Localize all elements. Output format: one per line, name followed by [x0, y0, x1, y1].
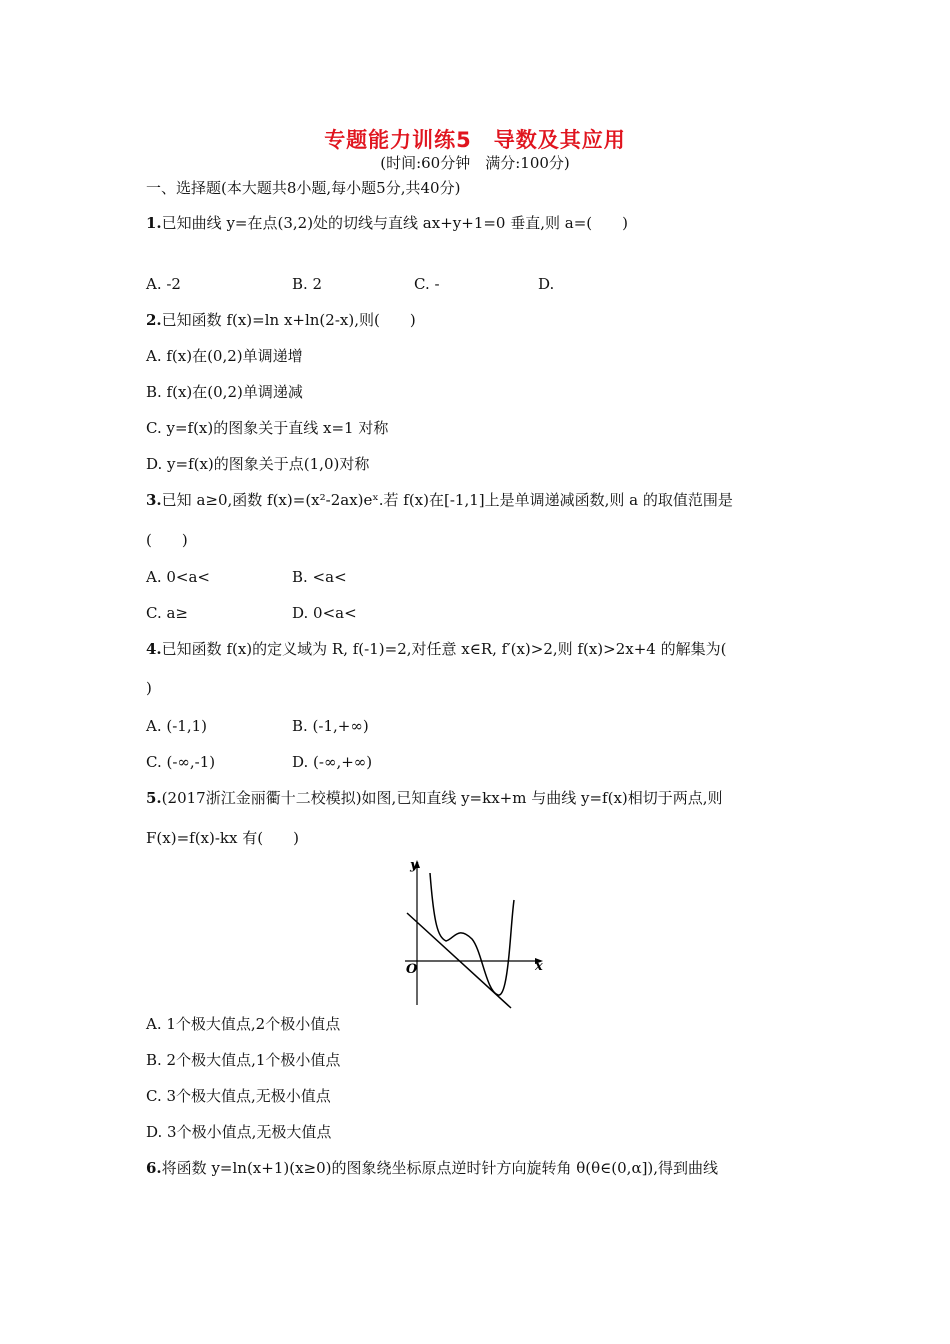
y-axis-label: y [410, 858, 418, 873]
question-number: 6. [146, 1159, 162, 1177]
origin-label: O [406, 962, 418, 977]
q4-option-d: D. (-∞,+∞) [292, 753, 373, 771]
q4-option-c: C. (-∞,-1) [146, 753, 216, 771]
page-title: 专题能力训练5 导数及其应用 [324, 128, 626, 152]
q1-option-d: D. [538, 275, 555, 293]
question-6 [146, 1158, 718, 1178]
question-text: 已知 a≥0,函数 f(x)=(x²-2ax)eˣ.若 f(x)在[-1,1]上是单调递减函数,则 a 的取值范围是 [161, 491, 733, 509]
q1-option-a: A. -2 [146, 275, 181, 293]
q2-option-a: A. f(x)在(0,2)单调递增 [146, 347, 303, 365]
q5-option-d: D. 3个极小值点,无极大值点 [146, 1123, 332, 1141]
q3-option-a: A. 0<a< [146, 568, 210, 586]
q4-option-b: B. (-1,+∞) [292, 717, 369, 735]
q4-option-a: A. (-1,1) [146, 717, 207, 735]
curve-f [430, 873, 514, 995]
question-4 [146, 639, 726, 659]
x-axis-label: x [535, 959, 543, 974]
question-5 [146, 788, 723, 808]
page-subtitle: (时间:60分钟 满分:100分) [380, 154, 570, 172]
q2-option-d: D. y=f(x)的图象关于点(1,0)对称 [146, 455, 370, 473]
q5-option-b: B. 2个极大值点,1个极小值点 [146, 1051, 341, 1069]
q5-option-c: C. 3个极大值点,无极小值点 [146, 1087, 331, 1105]
question-number: 5. [146, 789, 162, 807]
q1-option-c: C. - [414, 275, 440, 293]
question-text: 将函数 y=ln(x+1)(x≥0)的图象绕坐标原点逆时针方向旋转角 θ(θ∈(0,α]),得到曲线 [161, 1159, 719, 1177]
question-text: 已知曲线 y=在点(3,2)处的切线与直线 ax+y+1=0 垂直,则 a=( ) [161, 214, 628, 232]
question-1 [146, 213, 628, 233]
question-3-continued: ( ) [146, 531, 188, 549]
q3-option-d: D. 0<a< [292, 604, 357, 622]
question-3 [146, 490, 733, 510]
question-number: 3. [146, 491, 162, 509]
q3-option-c: C. a≥ [146, 604, 188, 622]
q3-option-b: B. <a< [292, 568, 347, 586]
question-text: 已知函数 f(x)=ln x+ln(2-x),则( ) [161, 311, 416, 329]
tangent-graph-figure [400, 855, 550, 1015]
section-heading: 一、选择题(本大题共8小题,每小题5分,共40分) [146, 179, 461, 197]
question-number: 1. [146, 214, 162, 232]
question-5-continued: F(x)=f(x)-kx 有( ) [146, 829, 299, 847]
question-2 [146, 310, 416, 330]
q2-option-c: C. y=f(x)的图象关于直线 x=1 对称 [146, 419, 389, 437]
question-4-continued: ) [146, 679, 152, 697]
question-number: 4. [146, 640, 162, 658]
q5-option-a: A. 1个极大值点,2个极小值点 [146, 1015, 341, 1033]
question-number: 2. [146, 311, 162, 329]
q2-option-b: B. f(x)在(0,2)单调递减 [146, 383, 303, 401]
question-text: 已知函数 f(x)的定义域为 R, f(-1)=2,对任意 x∈R, f′(x)>2,则 f(x)>2x+4 的解集为( [161, 640, 727, 658]
q1-option-b: B. 2 [292, 275, 323, 293]
question-text: (2017浙江金丽衢十二校模拟)如图,已知直线 y=kx+m 与曲线 y=f(x)相切于两点,则 [161, 789, 723, 807]
